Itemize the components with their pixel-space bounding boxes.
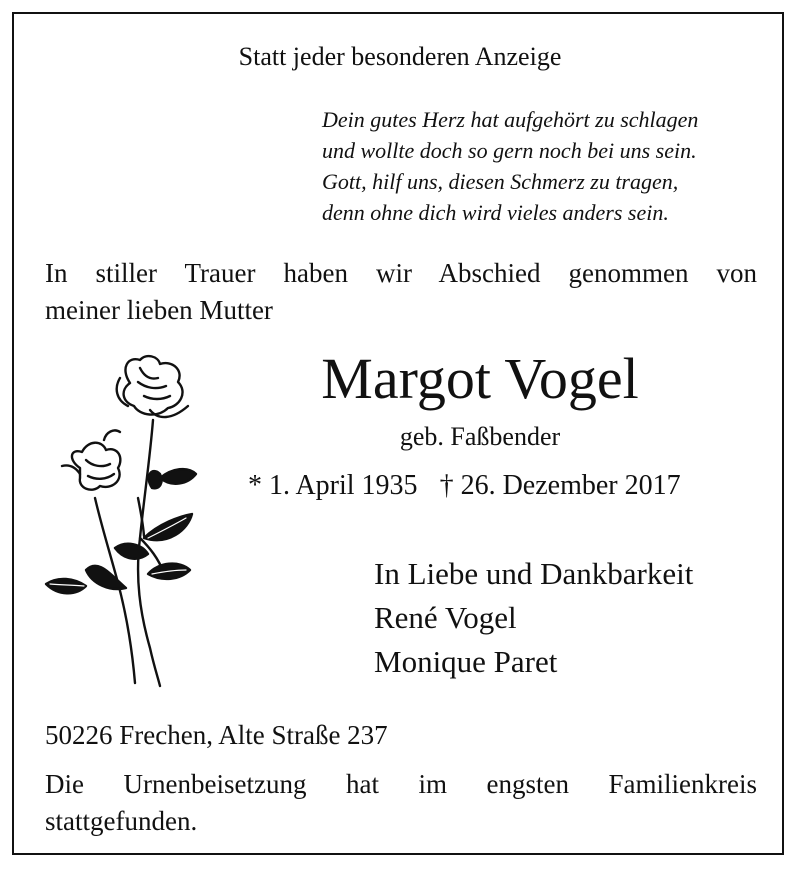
- poem-line: denn ohne dich wird vieles anders sein.: [322, 200, 669, 225]
- intro-line: meiner lieben Mutter: [45, 295, 273, 325]
- intro-text: [45, 255, 757, 329]
- address: 50226 Frechen, Alte Straße 237: [45, 720, 388, 750]
- poem-line: Gott, hilf uns, diesen Schmerz zu tragen,: [322, 169, 679, 194]
- poem-line: Dein gutes Herz hat aufgehört zu schlagen: [322, 107, 699, 132]
- poem-line: und wollte doch so gern noch bei uns sein.: [322, 138, 697, 163]
- signer-line: René Vogel: [374, 600, 517, 635]
- closing-line: stattgefunden.: [45, 806, 198, 836]
- signer-line: In Liebe und Dankbarkeit: [374, 556, 694, 591]
- death-date: † 26. Dezember 2017: [439, 470, 681, 501]
- deceased-name: Margot Vogel: [321, 346, 639, 411]
- signer-line: Monique Paret: [374, 644, 558, 679]
- signers: [374, 552, 693, 684]
- header-text: Statt jeder besonderen Anzeige: [238, 42, 562, 71]
- intro-line: In stiller Trauer haben wir Abschied genommen von: [45, 258, 757, 288]
- poem: [322, 104, 762, 228]
- closing-text: [45, 766, 757, 840]
- life-dates: [248, 470, 703, 502]
- birth-date: * 1. April 1935: [248, 470, 418, 501]
- closing-line: Die Urnenbeisetzung hat im engsten Familienkreis: [45, 769, 757, 799]
- maiden-name: geb. Faßbender: [399, 422, 561, 451]
